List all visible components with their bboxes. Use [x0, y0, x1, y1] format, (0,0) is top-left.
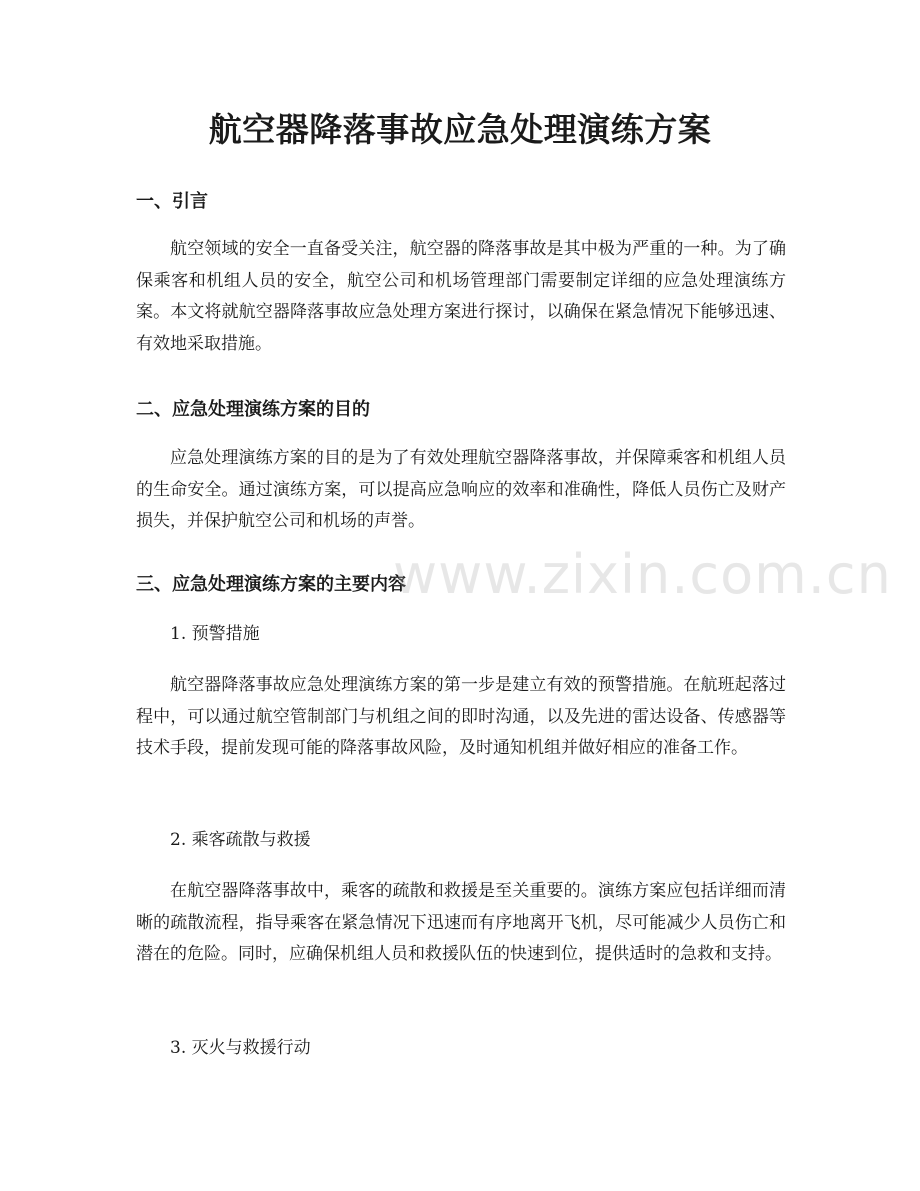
subsection-label-warning: 1. 预警措施 [170, 624, 260, 644]
section-paragraph-introduction: 航空领域的安全一直备受关注，航空器的降落事故是其中极为严重的一种。为了确保乘客和机组人员的安全，航空公司和机场管理部门需要制定详细的应急处理演练方案。本文将就航空器降落事故应急处理方案进行探讨，以确保在紧急情况下能够迅速、有效地采取措施。 [136, 239, 786, 355]
section-heading-purpose: 二、应急处理演练方案的目的 [136, 399, 370, 420]
subsection-paragraph-evacuation: 在航空器降落事故中，乘客的疏散和救援是至关重要的。演练方案应包括详细而清晰的疏散流程，指导乘客在紧急情况下迅速而有序地离开飞机，尽可能减少人员伤亡和潜在的危险。同时，应确保机组人员和救援队伍的快速到位，提供适时的急救和支持。 [136, 881, 786, 965]
subsection-label-evacuation: 2. 乘客疏散与救援 [170, 830, 311, 850]
section-paragraph-purpose: 应急处理演练方案的目的是为了有效处理航空器降落事故，并保障乘客和机组人员的生命安全。通过演练方案，可以提高应急响应的效率和准确性，降低人员伤亡及财产损失，并保护航空公司和机场的声誉。 [136, 448, 786, 532]
subsection-label-firefighting: 3. 灭火与救援行动 [170, 1038, 311, 1058]
watermark: www.zixin.com.cn [393, 543, 892, 606]
document-title: 航空器降落事故应急处理演练方案 [208, 110, 712, 149]
subsection-paragraph-warning: 航空器降落事故应急处理演练方案的第一步是建立有效的预警措施。在航班起落过程中，可以通过航空管制部门与机组之间的即时沟通，以及先进的雷达设备、传感器等技术手段，提前发现可能的降落事故风险，及时通知机组并做好相应的准备工作。 [136, 675, 786, 759]
section-heading-introduction: 一、引言 [136, 191, 208, 212]
section-heading-main-content: 三、应急处理演练方案的主要内容 [136, 574, 406, 595]
